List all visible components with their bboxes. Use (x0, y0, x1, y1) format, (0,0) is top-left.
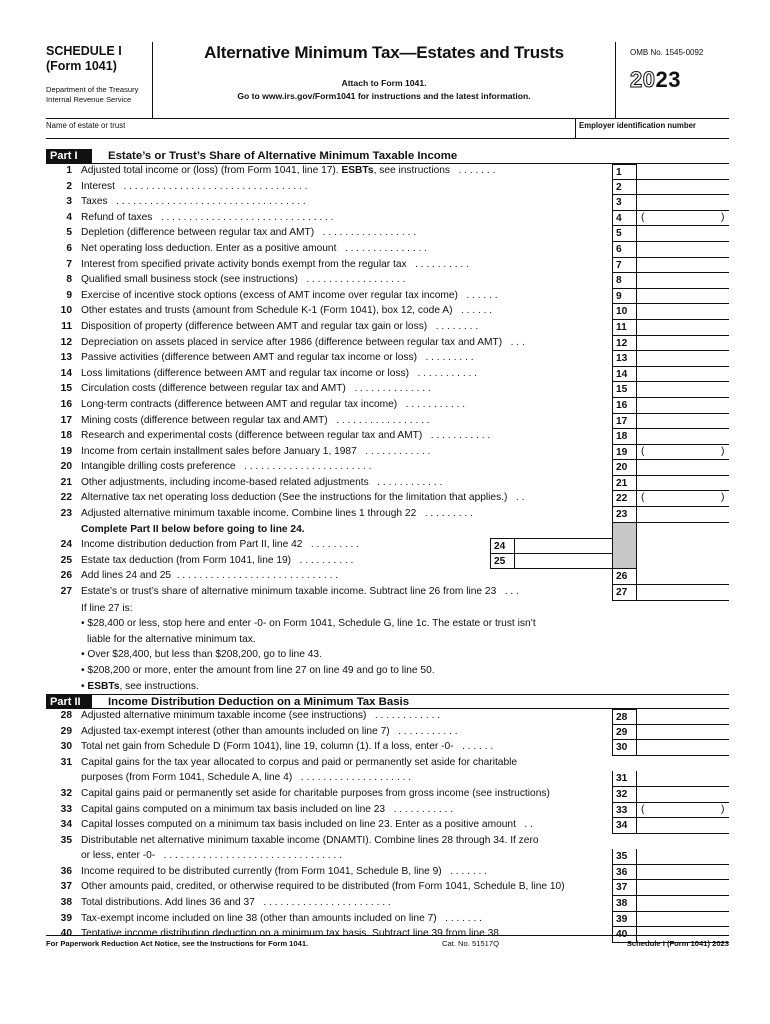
bullet-2: • Over $28,400, but less than $208,200, go to line 43. (81, 649, 322, 661)
line-text: Other adjustments, including income-based related adjustments . . . . . . . . . . . . (81, 476, 443, 488)
bullet-4: • ESBTs, see instructions. (81, 680, 199, 692)
line-17 (46, 414, 729, 430)
line-box: 19 (612, 445, 637, 461)
line-33 (46, 803, 729, 819)
line-number: 31 (60, 756, 72, 768)
line-33-amount[interactable] (637, 803, 729, 819)
line-4 (46, 211, 729, 227)
line-number: 1 (66, 165, 72, 176)
line-30 (46, 740, 729, 756)
line-8-amount[interactable] (637, 273, 729, 289)
line-text: Adjusted alternative minimum taxable income (see instructions) . . . . . . . . . . . . (81, 710, 440, 722)
line-11-amount[interactable] (637, 320, 729, 336)
line-text: Distributable net alternative minimum taxable income (DNAMTI). Combine lines 28 through 34. If zero (81, 834, 539, 846)
line-text: Research and experimental costs (difference between regular tax and AMT) . . . . . . . . . . . (81, 430, 491, 442)
line-10 (46, 304, 729, 320)
line-box: 5 (612, 226, 637, 242)
part1-header (46, 149, 729, 164)
line-22-amount[interactable] (637, 491, 729, 507)
line-31 (46, 756, 729, 787)
form-page (46, 42, 729, 943)
omb-block (615, 42, 729, 118)
line-text: Mining costs (difference between regular tax and AMT) . . . . . . . . . . . . . . . . . (81, 414, 430, 426)
line-4-amount[interactable] (637, 211, 729, 227)
line-3 (46, 195, 729, 211)
line-number: 23 (60, 508, 72, 520)
line-19 (46, 445, 729, 461)
line-box: 7 (612, 258, 637, 274)
line-21 (46, 476, 729, 492)
paren-open: ( (641, 803, 645, 815)
line-text: Net operating loss deduction. Enter as a positive amount . . . . . . . . . . . . . . . (81, 242, 427, 254)
tax-year: 2023 (630, 67, 681, 92)
line-text: Depletion (difference between regular tax and AMT) . . . . . . . . . . . . . . . . . (81, 227, 417, 239)
complete-note-row (46, 523, 729, 539)
paren-open: ( (641, 211, 645, 223)
line-34 (46, 818, 729, 834)
form-header (46, 42, 729, 118)
line-12-amount[interactable] (637, 336, 729, 352)
dept-line2: Internal Revenue Service (46, 95, 132, 104)
attach-note: Attach to Form 1041. (341, 78, 427, 88)
line-9-amount[interactable] (637, 289, 729, 305)
line-text: Disposition of property (difference between AMT and regular tax gain or loss) . . . . . . . . (81, 320, 479, 332)
line-text: Other estates and trusts (amount from Schedule K-1 (Form 1041), box 12, code A) . . . . . . (81, 305, 493, 317)
line-box: 28 (612, 709, 637, 725)
paren-open: ( (641, 445, 645, 457)
line-box: 17 (612, 414, 637, 430)
line-number: 11 (61, 320, 72, 332)
footer-cat-no: Cat. No. 51517Q (442, 939, 499, 948)
line-text: Capital gains for the tax year allocated to corpus and paid or permanently set aside for charitable (81, 756, 518, 768)
line-14-amount[interactable] (637, 367, 729, 383)
if-line-27: If line 27 is: (81, 602, 133, 614)
line-box: 32 (612, 787, 637, 803)
line-27-amount[interactable] (637, 585, 729, 601)
line-box: 37 (612, 880, 637, 896)
line-box: 6 (612, 242, 637, 258)
line-8 (46, 273, 729, 289)
line-26-amount[interactable] (637, 569, 729, 585)
line-6 (46, 242, 729, 258)
paren-close: ) (721, 445, 725, 457)
line-number: 12 (60, 336, 72, 348)
paren-close: ) (721, 211, 725, 223)
schedule-name: SCHEDULE I (46, 44, 122, 58)
line-number: 20 (60, 461, 72, 473)
line-number: 28 (60, 710, 72, 722)
line-text: Capital gains computed on a minimum tax basis included on line 23 . . . . . . . . . . . (81, 803, 454, 815)
line-2 (46, 180, 729, 196)
line-36-amount[interactable] (637, 865, 729, 881)
line-20-amount[interactable] (637, 460, 729, 476)
line-box: 29 (612, 725, 637, 741)
line-15-amount[interactable] (637, 382, 729, 398)
form-id-block (46, 42, 153, 118)
bullet-1a: • $28,400 or less, stop here and enter -0- on Form 1041, Schedule G, line 1c. The estate or trust isn’t (81, 618, 536, 630)
dept-line1: Department of the Treasury (46, 85, 139, 94)
line-number: 13 (60, 352, 72, 364)
line-18-amount[interactable] (637, 429, 729, 445)
line-number: 29 (60, 725, 72, 737)
line-24-text: Income distribution deduction from Part II, line 42 . . . . . . . . . (81, 539, 360, 551)
line-text: Capital gains paid or permanently set aside for charitable purposes from gross income (see instructions) (81, 787, 550, 799)
line-text: Taxes . . . . . . . . . . . . . . . . . . . . . . . . . . . . . . . . . . (81, 196, 306, 208)
line-6-amount[interactable] (637, 242, 729, 258)
line-text: Interest from specified private activity bonds exempt from the regular tax . . . . . . . . . . (81, 258, 469, 270)
part2-lines (46, 709, 729, 943)
line-box: 3 (612, 195, 637, 211)
line-19-amount[interactable] (637, 445, 729, 461)
line-number: 22 (60, 492, 72, 504)
title-block (153, 42, 615, 118)
line-box: 33 (612, 803, 637, 819)
line-text: Tax-exempt income included on line 38 (other than amounts included on line 7) . . . . . . . (81, 912, 482, 924)
line-10-amount[interactable] (637, 304, 729, 320)
line-number: 15 (60, 383, 72, 395)
line-text-2: or less, enter -0- . . . . . . . . . . . . . . . . . . . . . . . . . . . . . . . . (81, 849, 342, 861)
line-text: Adjusted total income or (loss) (from Form 1041, line 17). ESBTs, see instructions . . . . . . . (81, 165, 496, 176)
line-number: 39 (60, 912, 72, 924)
line-32-amount[interactable] (637, 787, 729, 803)
line-number: 36 (60, 865, 72, 877)
line-text: Capital losses computed on a minimum tax basis included on line 23. Enter as a positive amount . . (81, 819, 533, 831)
line-16 (46, 398, 729, 414)
line-text: Adjusted alternative minimum taxable income. Combine lines 1 through 22 . . . . . . . . . (81, 508, 473, 520)
line-box: 20 (612, 460, 637, 476)
line-box: 12 (612, 336, 637, 352)
line-text: Alternative tax net operating loss deduction (See the instructions for the limitation that applies.) . . (81, 492, 525, 504)
line-number: 8 (66, 274, 72, 286)
line-28 (46, 709, 729, 725)
part2-title: Income Distribution Deduction on a Minimum Tax Basis (108, 696, 410, 709)
line-number: 6 (66, 242, 72, 254)
line-box: 15 (612, 382, 637, 398)
part2-label: Part II (46, 695, 92, 709)
line-2-amount[interactable] (637, 180, 729, 196)
line-number: 14 (60, 367, 72, 379)
line-number: 18 (60, 430, 72, 442)
line-text: Total distributions. Add lines 36 and 37 . . . . . . . . . . . . . . . . . . . . . . . (81, 896, 391, 908)
line-box: 36 (612, 865, 637, 881)
line-box: 38 (612, 896, 637, 912)
line-text: Loss limitations (difference between AMT and regular tax income or loss) . . . . . . . . . . . (81, 367, 477, 379)
line-38-amount[interactable] (637, 896, 729, 912)
line-number: 35 (60, 834, 72, 846)
line-39-amount[interactable] (637, 912, 729, 928)
line-number: 2 (66, 180, 72, 192)
line-28-amount[interactable] (637, 709, 729, 725)
line-17-amount[interactable] (637, 414, 729, 430)
line-box: 23 (612, 507, 637, 523)
line-box: 40 (612, 927, 637, 943)
line-box: 4 (612, 211, 637, 227)
line-31-amount[interactable] (637, 771, 729, 787)
line-box: 39 (612, 912, 637, 928)
line-24: 24 Income distribution deduction from Part II, line 42 . . . . . . . . . 24 (46, 538, 729, 554)
line-text: Income required to be distributed currently (from Form 1041, Schedule B, line 9) . . . . . . . (81, 865, 487, 877)
line-29 (46, 725, 729, 741)
line-number: 7 (66, 258, 72, 270)
line-9 (46, 289, 729, 305)
line-box: 21 (612, 476, 637, 492)
paren-close: ) (721, 803, 725, 815)
line-number: 19 (60, 445, 72, 457)
line-box: 18 (612, 429, 637, 445)
line-25-amount[interactable] (514, 554, 612, 570)
line27-instructions (81, 601, 729, 695)
line-25-text: Estate tax deduction (from Form 1041, line 19) . . . . . . . . . . (81, 554, 354, 566)
paren-close: ) (721, 492, 725, 504)
line-7 (46, 258, 729, 274)
line-30-amount[interactable] (637, 740, 729, 756)
ein-label: Employer identification number (575, 119, 696, 139)
line-box: 30 (612, 740, 637, 756)
line-box: 1 (612, 164, 637, 180)
line-35-amount[interactable] (637, 849, 729, 865)
line-box: 13 (612, 351, 637, 367)
goto-note: Go to www.irs.gov/Form1041 for instructions and the latest information. (237, 91, 531, 101)
bullet-3: • $208,200 or more, enter the amount from line 27 on line 49 and go to line 50. (81, 665, 435, 676)
line-number: 40 (60, 928, 72, 940)
complete-note: Complete Part II below before going to line 24. (81, 523, 305, 535)
line-number: 32 (60, 787, 72, 799)
line-number: 17 (60, 414, 72, 426)
line-34-amount[interactable] (637, 818, 729, 834)
line-7-amount[interactable] (637, 258, 729, 274)
part1-label: Part I (46, 149, 92, 163)
line-29-amount[interactable] (637, 725, 729, 741)
line-number: 21 (60, 476, 72, 488)
part2-header (46, 694, 729, 709)
line-text: Long-term contracts (difference between AMT and regular tax income) . . . . . . . . . . . (81, 398, 466, 410)
line-36 (46, 865, 729, 881)
line-26: 26 Add lines 24 and 25 . . . . . . . . . . . . . . . . . . . . . . . . . . . . . 26 (46, 569, 729, 585)
line-16-amount[interactable] (637, 398, 729, 414)
line-number: 38 (60, 896, 72, 908)
line-13 (46, 351, 729, 367)
line-38 (46, 896, 729, 912)
line-number: 9 (66, 289, 72, 301)
line-number: 3 (66, 196, 72, 208)
line-text: Circulation costs (difference between regular tax and AMT) . . . . . . . . . . . . . . (81, 383, 431, 395)
line-text: Refund of taxes . . . . . . . . . . . . . . . . . . . . . . . . . . . . . . . (81, 211, 334, 223)
line-box: 8 (612, 273, 637, 289)
line-box: 9 (612, 289, 637, 305)
line-23-amount[interactable] (637, 507, 729, 523)
line-number: 10 (60, 305, 72, 317)
line-box: 11 (612, 320, 637, 336)
name-label: Name of estate or trust (46, 121, 126, 130)
part1-lines (46, 164, 729, 523)
line-13-amount[interactable] (637, 351, 729, 367)
line-number: 37 (60, 881, 72, 893)
line-box: 35 (612, 849, 637, 865)
name-row (46, 118, 729, 139)
line-15 (46, 382, 729, 398)
line-number: 16 (60, 398, 72, 410)
line-box: 16 (612, 398, 637, 414)
line-number: 5 (66, 227, 72, 239)
line-text: Passive activities (difference between AMT and regular tax income or loss) . . . . . . . . . (81, 352, 474, 364)
omb-number: OMB No. 1545-0092 (630, 48, 704, 57)
line-box: 34 (612, 818, 637, 834)
form-title: Alternative Minimum Tax—Estates and Trusts (204, 43, 564, 62)
line-24-amount[interactable] (514, 538, 612, 554)
line-text-2: purposes (from Form 1041, Schedule A, line 4) . . . . . . . . . . . . . . . . . . . . (81, 771, 412, 783)
line-37-amount[interactable] (637, 880, 729, 896)
line-5 (46, 226, 729, 242)
line-20 (46, 460, 729, 476)
form-number: (Form 1041) (46, 59, 117, 73)
line-27: 27 Estate’s or trust’s share of alternative minimum taxable income. Subtract line 26 from line 23 . . . 27 (46, 585, 729, 601)
line-number: 30 (60, 741, 72, 753)
line-text: Interest . . . . . . . . . . . . . . . . . . . . . . . . . . . . . . . . . (81, 180, 308, 192)
line-text: Tentative income distribution deduction on a minimum tax basis. Subtract line 39 from line 38 . . . (81, 928, 522, 940)
line-number: 4 (66, 211, 72, 223)
line-35 (46, 834, 729, 865)
line-3-amount[interactable] (637, 195, 729, 211)
line-text: Adjusted tax-exempt interest (other than amounts included on line 7) . . . . . . . . . . . (81, 725, 458, 737)
line-23 (46, 507, 729, 523)
line-11 (46, 320, 729, 336)
line-box: 22 (612, 491, 637, 507)
part1-title: Estate’s or Trust’s Share of Alternative Minimum Taxable Income (108, 150, 458, 162)
footer-paperwork: For Paperwork Reduction Act Notice, see the Instructions for Form 1041. (46, 939, 309, 948)
line-1-amount[interactable] (637, 164, 729, 180)
line-box: 14 (612, 367, 637, 383)
line-text: Qualified small business stock (see instructions) . . . . . . . . . . . . . . . . . . (81, 274, 406, 286)
line-number: 33 (60, 803, 72, 815)
footer-form-id: Schedule I (Form 1041) 2023 (626, 939, 729, 948)
line-text: Depreciation on assets placed in service after 1986 (difference between regular tax and AMT) . . . (81, 336, 525, 348)
line-number: 34 (60, 819, 72, 831)
line-22 (46, 491, 729, 507)
line-box: 31 (612, 771, 637, 787)
form-footer (46, 935, 729, 949)
line-18 (46, 429, 729, 445)
line-14 (46, 367, 729, 383)
paren-open: ( (641, 492, 645, 504)
line-text: Intangible drilling costs preference . . . . . . . . . . . . . . . . . . . . . . . (81, 461, 372, 473)
bullet-1b: liable for the alternative minimum tax. (87, 633, 256, 645)
line-39 (46, 912, 729, 928)
line-5-amount[interactable] (637, 226, 729, 242)
line-text: Exercise of incentive stock options (excess of AMT income over regular tax income) . . . . . . (81, 289, 498, 301)
line-1 (46, 164, 729, 180)
line-12 (46, 336, 729, 352)
line-box: 2 (612, 180, 637, 196)
line-text: Total net gain from Schedule D (Form 1041), line 19, column (1). If a loss, enter -0- . . . . . . (81, 741, 494, 753)
line-32 (46, 787, 729, 803)
line-box: 10 (612, 304, 637, 320)
line-37 (46, 880, 729, 896)
line-text: Other amounts paid, credited, or otherwise required to be distributed (from Form 1041, Schedule B, line 10) (81, 881, 565, 893)
line-25: 25 Estate tax deduction (from Form 1041, line 19) . . . . . . . . . . 25 (46, 554, 729, 570)
line-21-amount[interactable] (637, 476, 729, 492)
line-text: Income from certain installment sales before January 1, 1987 . . . . . . . . . . . . (81, 445, 431, 457)
